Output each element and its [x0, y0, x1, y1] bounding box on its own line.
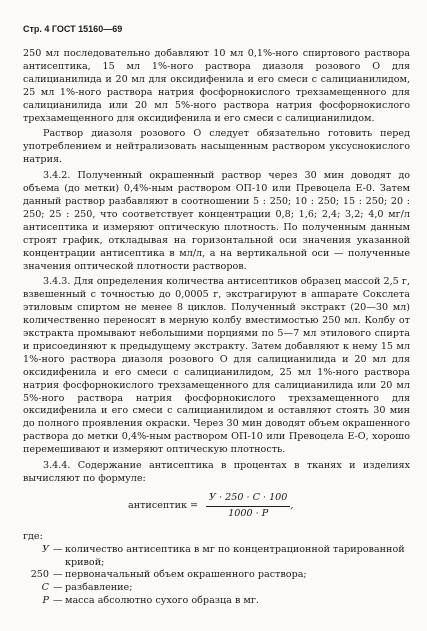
paragraph-3-4-3: 3.4.3. Для определения количества антисептиков образец массой 2,5 г, взвешенный с точностью до 0,0005 г, экстрагируют в аппарате Сокслета этиловым спиртом не менее 8 циклов. Полученный экстракт (20—30 мл) количественно переносят в мерную колбу вместимостью 250 мл. Колбу от экстракта промывают небольшими порциями по 5—7 мл этилового спирта и присоединяют к предыдущему экстракту. Затем добавляют к нему 15 мл 1%-ного раствора диазоля розового О для салицианилида и 20 мл для оксидифенила и его смеси с салицианилидом, 25 мл 1%-ного раствора натрия фосфорнокислого трехзамещенного для салицианилида или 20 мл 5%-ного раствора натрия фосфорнокислого трехзамещенного для оксидифенила и его смеси с салицианилидом и оставляют стоять 30 мин до полного проявления окраски. Через 30 мин доводят объем окрашенного раствора до метки 0,4%-ным раствором ОП-10 или Превоцела Е-О, хорошо перемешивают и измеряют оптическую плотность.: [23, 276, 410, 456]
formula: [128, 492, 410, 521]
legend-item: [23, 544, 410, 570]
paragraph-1: 250 мл последовательно добавляют 10 мл 0,1%-ного спиртового раствора антисептика, 15 мл 1%-ного раствора диазоля розового О для салицианилида и 20 мл для оксидифенила и его смеси с салицианилидом, 25 мл 1%-ного раствора натрия фосфорнокислого трехзамещенного для салицианилида или 20 мл 5%-ного раствора натрия фосфорнокислого трехзамещенного для оксидифенила и его смеси с салицианилидом.: [23, 48, 410, 124]
legend-symbol: У: [42, 543, 49, 555]
paragraph-3-4-4: 3.4.4. Содержание антисептика в процентах в тканях и изделиях вычисляют по формуле:: [23, 460, 410, 484]
formula-fraction: [206, 492, 290, 521]
formula-name: антисептик =: [128, 499, 199, 511]
legend-item: [23, 569, 410, 582]
legend-symbol: 250: [30, 569, 49, 581]
where-label: где:: [23, 530, 43, 542]
paragraph-3-4-2: 3.4.2. Полученный окрашенный раствор через 30 мин доводят до объема (до метки) 0,4%-ным раствором ОП-10 или Превоцела Е-0. Затем данный раствор разбавляют в соотношении 5 : 250; 10 : 250; 15 : 250; 20 : 250; 25 : 250, что соответствует концентрации 0,8; 1,6; 2,4; 3,2; 4,0 мг/л антисептика и измеряют оптическую плотность. По полученным данным строят график, откладывая на горизонтальной оси значения указанной концентрации антисептика в мл/л, а на вертикальной оси — полученные значения оптической плотности растворов.: [23, 170, 410, 272]
formula-numerator: У · 250 · С · 100: [206, 492, 290, 507]
legend-text: первоначальный объем окрашенного раствора;: [65, 569, 307, 581]
legend-dash: —: [53, 595, 63, 607]
legend-text: разбавление;: [65, 582, 133, 594]
formula-tail: ,: [290, 499, 294, 511]
legend-symbol: С: [41, 582, 49, 594]
legend-symbol: Р: [42, 595, 49, 607]
legend-item: [23, 595, 410, 608]
paragraph-2: Раствор диазоля розового О следует обязательно готовить перед употреблением и нейтрализовать насыщенным раствором уксуснокислого натрия.: [23, 128, 410, 166]
document-body: [23, 48, 410, 608]
legend-dash: —: [53, 543, 63, 555]
page-header: Стр. 4 ГОСТ 15160—69: [23, 24, 123, 34]
legend-text: масса абсолютно сухого образца в мг.: [65, 595, 259, 607]
legend-item: [23, 582, 410, 595]
legend-dash: —: [53, 569, 63, 581]
legend-dash: —: [53, 582, 63, 594]
legend-text: количество антисептика в мг по концентрационной тарированной кривой;: [65, 543, 405, 568]
formula-denominator: 1000 · Р: [228, 507, 269, 519]
